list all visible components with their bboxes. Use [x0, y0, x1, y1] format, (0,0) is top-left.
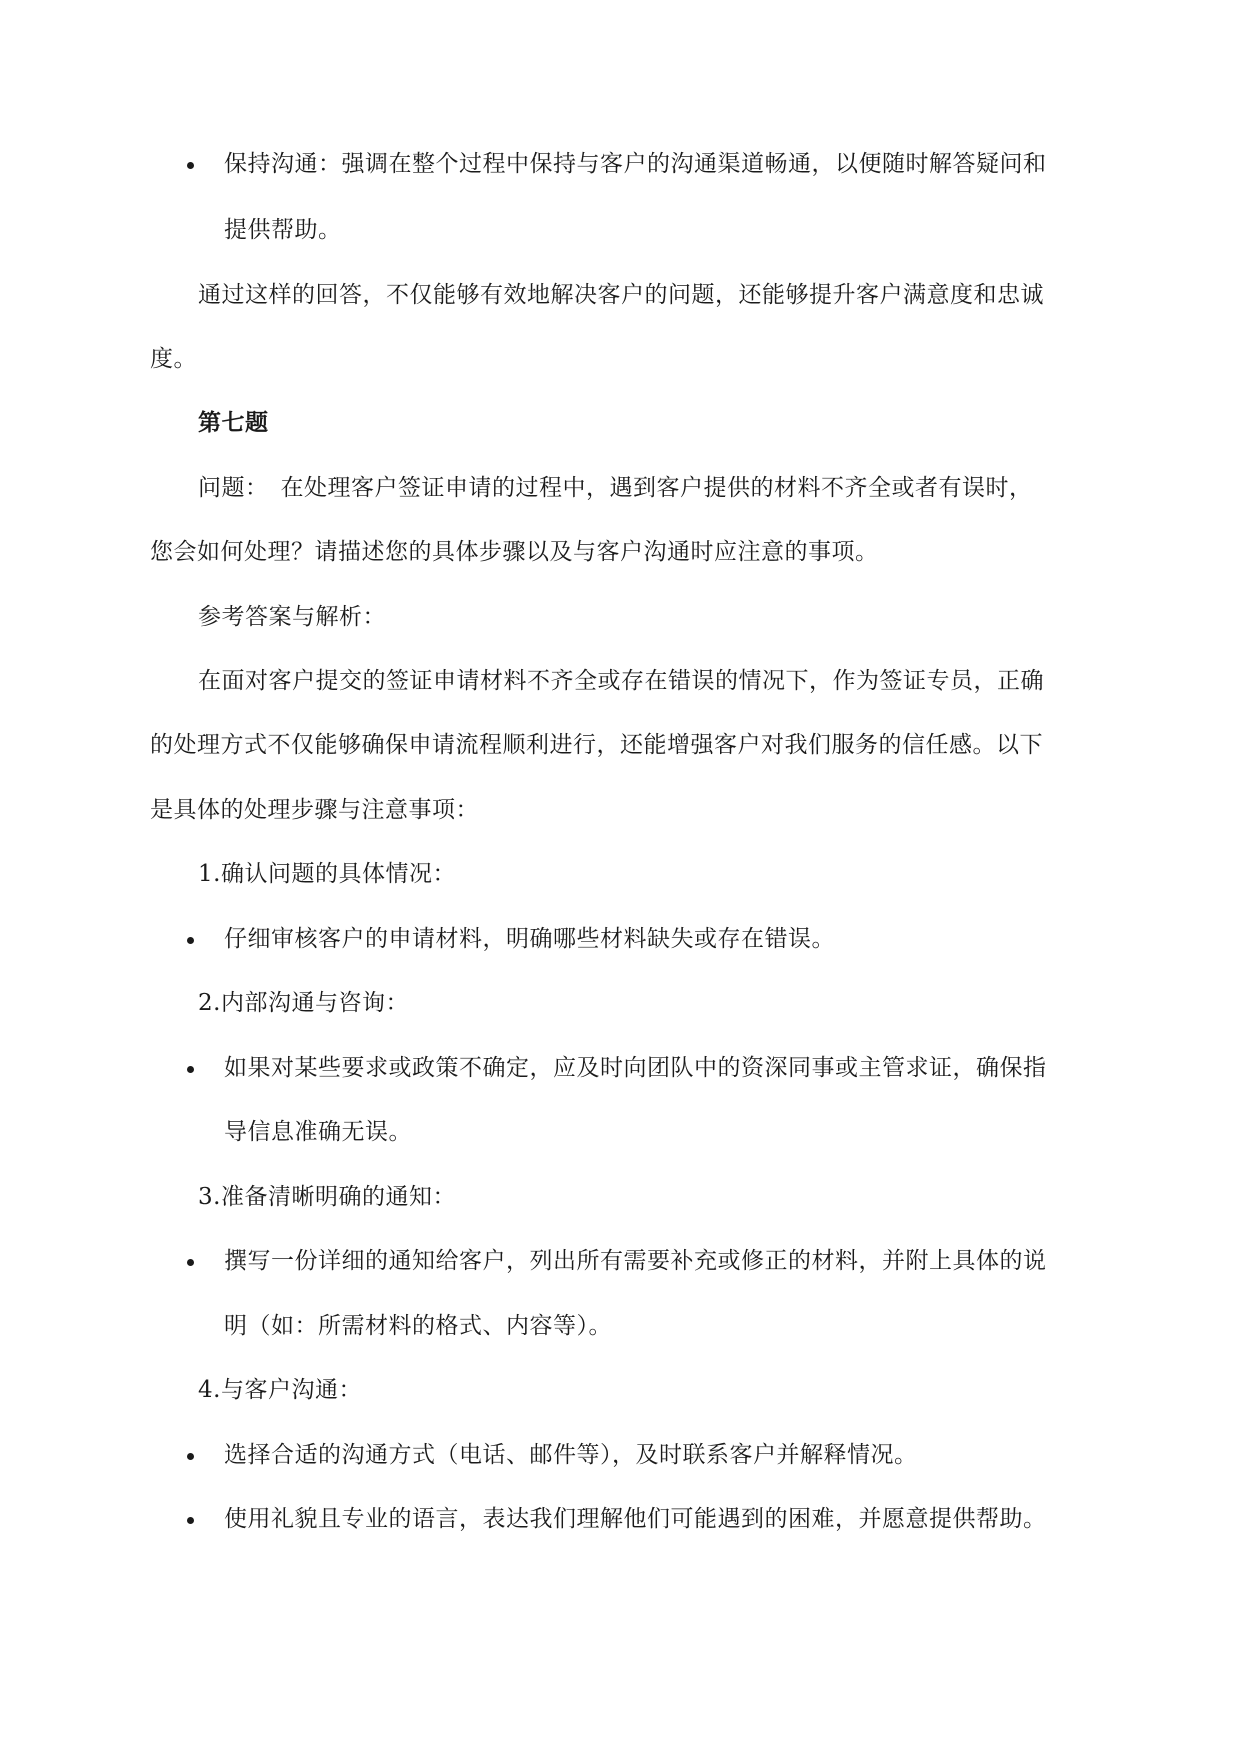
- step-heading: 1.确认问题的具体情况：: [198, 861, 456, 887]
- step-heading: 2.内部沟通与咨询：: [198, 990, 409, 1016]
- bullet-icon: [187, 162, 194, 169]
- bullet-item-text: 明（如：所需材料的格式、内容等）。: [224, 1313, 612, 1339]
- bullet-item-text: 导信息准确无误。: [224, 1119, 412, 1145]
- bullet-item-text: 如果对某些要求或政策不确定，应及时向团队中的资深同事或主管求证，确保指: [224, 1055, 1047, 1081]
- bullet-item-text: 撰写一份详细的通知给客户，列出所有需要补充或修正的材料，并附上具体的说: [224, 1248, 1047, 1274]
- paragraph-text: 通过这样的回答，不仅能够有效地解决客户的问题，还能够提升客户满意度和忠诚: [198, 282, 1044, 308]
- step-heading: 3.准备清晰明确的通知：: [198, 1184, 456, 1210]
- paragraph-text: 度。: [150, 346, 197, 372]
- bullet-icon: [187, 937, 194, 944]
- bullet-icon: [187, 1066, 194, 1073]
- bullet-item-text: 使用礼貌且专业的语言，表达我们理解他们可能遇到的困难，并愿意提供帮助。: [224, 1506, 1047, 1532]
- question-text: 您会如何处理？请描述您的具体步骤以及与客户沟通时应注意的事项。: [150, 539, 879, 565]
- bullet-item-text: 选择合适的沟通方式（电话、邮件等），及时联系客户并解释情况。: [224, 1442, 918, 1468]
- bullet-item-text: 保持沟通：强调在整个过程中保持与客户的沟通渠道畅通，以便随时解答疑问和: [224, 151, 1047, 177]
- bullet-icon: [187, 1259, 194, 1266]
- paragraph-text: 是具体的处理步骤与注意事项：: [150, 797, 479, 823]
- bullet-icon: [187, 1517, 194, 1524]
- bullet-item-text: 仔细审核客户的申请材料，明确哪些材料缺失或存在错误。: [224, 926, 835, 952]
- bullet-item-text: 提供帮助。: [224, 217, 342, 243]
- paragraph-text: 的处理方式不仅能够确保申请流程顺利进行，还能增强客户对我们服务的信任感。以下: [150, 732, 1043, 758]
- paragraph-text: 在面对客户提交的签证申请材料不齐全或存在错误的情况下，作为签证专员，正确: [198, 668, 1044, 694]
- answer-label: 参考答案与解析：: [198, 604, 386, 630]
- section-heading: 第七题: [198, 409, 269, 436]
- bullet-icon: [187, 1453, 194, 1460]
- step-heading: 4.与客户沟通：: [198, 1377, 362, 1403]
- question-text: 问题： 在处理客户签证申请的过程中，遇到客户提供的材料不齐全或者有误时，: [198, 475, 1033, 501]
